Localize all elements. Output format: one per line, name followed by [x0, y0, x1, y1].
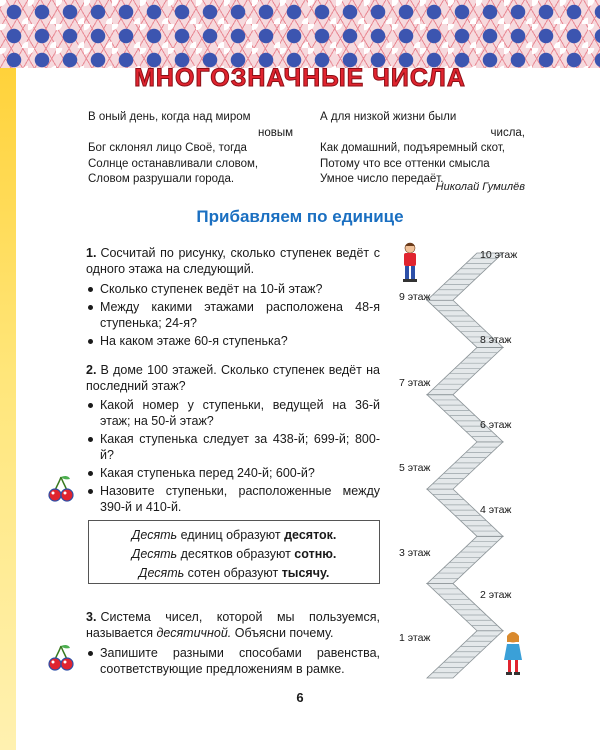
cherry-icon [48, 642, 74, 672]
task-1 [86, 245, 380, 277]
epigraph-line: Как домашний, подъяремный скот, [320, 142, 505, 154]
rule-italic: Десять [138, 566, 185, 580]
rule-bold: тысячу. [281, 566, 330, 580]
task-text-italic: десятичной. [156, 626, 232, 640]
rule-text: сотен образуют [187, 566, 279, 580]
stair-flight-body [427, 631, 503, 678]
stair-flight [427, 347, 503, 394]
rule-text: десятков образуют [180, 547, 291, 561]
epigraph-right-column [320, 110, 525, 188]
epigraph-line: Бог склонял лицо Своё, тогда [88, 142, 247, 154]
page-title: МНОГОЗНАЧНЫЕ ЧИСЛА [134, 64, 466, 92]
epigraph-line: новым [257, 126, 293, 139]
rule-bold: десяток. [284, 528, 337, 542]
task-text: В доме 100 этажей. Сколько ступенек ведёт на последний этаж? [86, 363, 380, 393]
floor-label-7: 7 этаж [399, 377, 431, 389]
task-number: 2. [86, 363, 97, 377]
task-text: Система чисел, которой мы пользуемся, называется [86, 610, 380, 640]
rule-italic: Десять [131, 547, 178, 561]
stair-flight-body [427, 536, 503, 583]
stair-flight-body [427, 347, 503, 394]
list-item: Назовите ступеньки, расположенные между 390-й и 410-й. [86, 483, 380, 515]
floor-label-3: 3 этаж [399, 547, 431, 559]
floor-label-5: 5 этаж [399, 462, 431, 474]
epigraph-author: Николай Гумилёв [435, 181, 525, 193]
list-item: Запишите разными способами равенства, соответствующие предложениям в рамке. [86, 645, 380, 677]
task-number: 3. [86, 610, 97, 624]
rule-text: единиц образуют [180, 528, 281, 542]
task-2-bullets [86, 397, 380, 517]
girl-figure [504, 632, 522, 675]
section-title: Прибавляем по единице [196, 207, 404, 226]
epigraph-line: Словом разрушали города. [88, 173, 235, 185]
task-2 [86, 362, 380, 394]
floor-label-2: 2 этаж [480, 589, 512, 601]
list-item: Какая ступенька следует за 438-й; 699-й; 800-й? [86, 431, 380, 463]
epigraph-line: В оный день, когда над миром [88, 111, 251, 123]
task-1-bullets [86, 281, 380, 351]
rule-line [89, 526, 379, 545]
epigraph-line: Умное число передаёт. [320, 173, 444, 185]
task-text: Сосчитай по рисунку, сколько ступенек ведёт с одного этажа на следующий. [86, 246, 380, 276]
floor-label-1: 1 этаж [399, 632, 431, 644]
cherry-icon [48, 473, 74, 503]
list-item: Какой номер у ступеньки, ведущей на 36-й этаж; на 50-й этаж? [86, 397, 380, 429]
rule-line [89, 564, 379, 583]
stair-flight [427, 442, 503, 489]
epigraph-line: Солнце останавливали словом, [88, 157, 259, 170]
floor-label-9: 9 этаж [399, 291, 431, 303]
floor-label-8: 8 этаж [480, 334, 512, 346]
page-number: 6 [296, 690, 304, 705]
epigraph-line: числа, [490, 126, 525, 139]
task-3 [86, 609, 380, 641]
rule-line [89, 545, 379, 564]
decorative-side-stripe [0, 68, 16, 750]
rule-box [88, 520, 380, 584]
list-item: Между какими этажами расположена 48-я ступенька; 24-я? [86, 299, 380, 331]
stair-flight [427, 631, 503, 678]
boy-figure [403, 243, 417, 282]
stair-flights [427, 253, 503, 678]
epigraph-line: Потому что все оттенки смысла [320, 157, 490, 170]
floor-label-4: 4 этаж [480, 504, 512, 516]
task-text: Объясни почему. [234, 626, 334, 640]
rule-bold: сотню. [294, 547, 337, 561]
stair-flight [427, 536, 503, 583]
task-3-bullets [86, 645, 380, 679]
list-item: Сколько ступенек ведёт на 10-й этаж? [86, 281, 380, 297]
epigraph-left-column [88, 110, 293, 188]
floor-label-6: 6 этаж [480, 419, 512, 431]
epigraph-line: А для низкой жизни были [320, 111, 457, 123]
task-number: 1. [86, 246, 97, 260]
staircase-illustration [385, 238, 545, 683]
stair-flight-body [427, 442, 503, 489]
list-item: Какая ступенька перед 240-й; 600-й? [86, 465, 380, 481]
rule-italic: Десять [131, 528, 178, 542]
floor-label-10: 10 этаж [480, 249, 518, 261]
list-item: На каком этаже 60-я ступенька? [86, 333, 380, 349]
decorative-pattern-header [0, 0, 600, 68]
